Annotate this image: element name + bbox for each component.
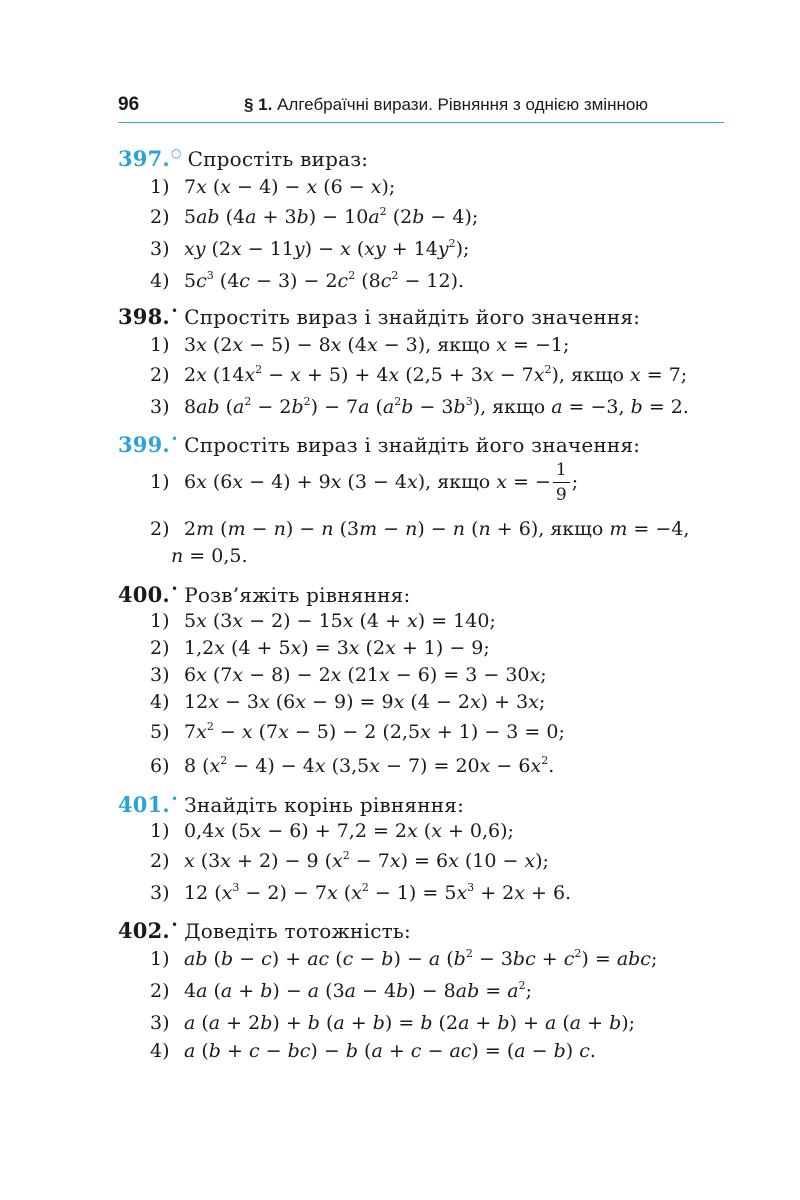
problem-402-item: 1) ab (b − c) + ac (c − b) − a $(b^2 - 3bc + c^2)$ = abc;: [150, 947, 658, 970]
problem-402-item: 3) a (a + 2b) + b (a + b) = b (2a + b) + a (a + b);: [150, 1012, 636, 1034]
problem-400-item: 5) $7x^2 - x$ (7x − 5) − 2 (2,5x + 1) − 3 = 0;: [150, 720, 565, 743]
problem-399-item-continued: n = 0,5.: [171, 545, 248, 567]
problem-398-heading: 398.• Спростіть вираз і знайдіть його значення:: [118, 304, 641, 329]
problem-401-item: 1) 0,4x (5x − 6) + 7,2 = 2x (x + 0,6);: [150, 820, 514, 842]
problem-397-item: 4) $5c^3$ $(4c - 3) - 2c^2$ $(8c^2 - 12)$.: [150, 269, 465, 292]
problem-401-item: 2) x (3x + 2) − 9 $(x^2 - 7x) = 6x$ (10 − x);: [150, 849, 549, 872]
problem-400-item: 4) 12x − 3x (6x − 9) = 9x (4 − 2x) + 3x;: [150, 691, 546, 713]
problem-402-item: 2) 4a (a + b) − a $(3a - 4b) - 8ab = a^2$;: [150, 979, 532, 1002]
problem-397-item: 1) 7x (x − 4) − x (6 − x);: [150, 176, 396, 198]
problem-397-item: 3) xy (2x − 11y) − x $(xy + 14y^2)$;: [150, 237, 470, 260]
problem-398-item: 3) 8ab $(a^2 - 2b^2) - 7a$ $(a^2b - 3b^3)$, якщо a = −3, b = 2.: [150, 395, 689, 418]
problem-399-item: 2) 2m (m − n) − n (3m − n) − n (n + 6), якщо m = −4,: [150, 518, 690, 540]
problem-400-heading: 400.• Розв’яжіть рівняння:: [118, 582, 411, 607]
problem-401-item: 3) 12 $(x^3 - 2) - 7x$ $(x^2 - 1) = 5x^3 + 2x + 6$.: [150, 881, 572, 904]
section-title: § 1. Алгебраїчні вирази. Рівняння з однією змінною: [244, 95, 649, 114]
problem-402-item: 4) a (b + c − bc) − b (a + c − ac) = (a − b) c.: [150, 1040, 596, 1062]
problem-400-item: 6) 8 $(x^2 - 4) - 4x$ $(3,5x - 7) = 20x - 6x^2$.: [150, 754, 555, 777]
problem-397-item: 2) 5ab $(4a + 3b) - 10a^2$ (2b − 4);: [150, 205, 479, 228]
problem-400-item: 3) 6x (7x − 8) − 2x (21x − 6) = 3 − 30x;: [150, 664, 547, 686]
problem-400-item: 2) 1,2x (4 + 5x) = 3x (2x + 1) − 9;: [150, 637, 490, 659]
running-header: [118, 92, 724, 123]
problem-399-item: 1) 6x (6x − 4) + 9x (3 − 4x), якщо x = − $\frac{1}{9}$ ;: [150, 460, 579, 505]
problem-401-heading: 401.• Знайдіть корінь рівняння:: [118, 792, 465, 817]
page-number: 96: [118, 94, 140, 115]
fraction-one-ninth: $\frac{1}{9}$: [553, 462, 570, 504]
problem-398-item: 2) 2x $(14x^2 - x + 5) + 4x$ $(2,5 + 3x - 7x^2)$, якщо x = 7;: [150, 363, 688, 386]
problem-397-heading: 397.○ Спростіть вираз:: [118, 146, 369, 171]
problem-399-heading: 399.• Спростіть вираз і знайдіть його значення:: [118, 432, 641, 457]
problem-400-item: 1) 5x (3x − 2) − 15x (4 + x) = 140;: [150, 610, 496, 632]
problem-398-item: 1) 3x (2x − 5) − 8x (4x − 3), якщо x = −1;: [150, 334, 570, 356]
problem-402-heading: 402.• Доведіть тотожність:: [118, 918, 411, 943]
